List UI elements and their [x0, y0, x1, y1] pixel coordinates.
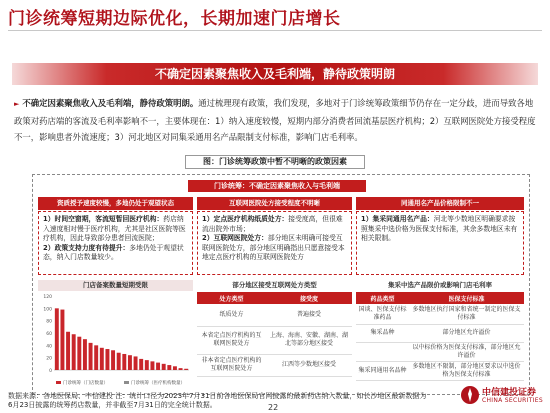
column-1-box [38, 211, 193, 275]
chart-bar [55, 308, 59, 370]
chart-bar [111, 350, 115, 370]
chart-bar [139, 359, 143, 370]
figure-sub-banner: 门诊统筹：不确定因素聚焦收入与毛利端 [188, 180, 366, 192]
chart-bar [179, 368, 183, 370]
col3-item1-title: 1）集采同通用名产品： [361, 215, 434, 223]
table-cell: 集采同通用名品种 [356, 361, 409, 380]
price-table [356, 292, 524, 381]
logo-cn: 中信建投证券 [482, 388, 537, 398]
y-tick-label: 20 [46, 356, 52, 362]
intro-body: 通过梳理现有政策，我们发现，多地对于门诊统筹政策细节仍存在一定分歧，进而导致各地政策对药店端的客流及毛利率影响不一，主要体现在：1）纳入速度较慢，短期内部分消费者回流基层医疗机构；2）互联网医院处方接受程度不一，影响患者外流速度；3）河北地区对同集采通用名产品限制支付标准，影响门店毛利率。 [14, 98, 536, 142]
y-tick-label: 100 [43, 307, 52, 313]
chart-bar [94, 345, 98, 370]
legend-swatch [56, 381, 61, 384]
chart-bar [145, 360, 149, 370]
col2-item1-text: 接受度高，但很难流出院外市场； [202, 215, 343, 233]
intro-lead: 不确定因素聚焦收入及毛利端，静待政策明朗。 [22, 98, 199, 108]
chart-bar [83, 339, 87, 370]
column-1-header: 资质授予速度较慢，多地仍处于观望状态 [38, 197, 193, 210]
logo-mark-icon [460, 385, 480, 405]
legend-label: 门诊统筹（医疗机构数量） [131, 381, 185, 386]
legend-swatch [124, 381, 129, 384]
table-cell: 非本省定点医疗机构的互联网医院处方 [197, 354, 266, 376]
table-cell [356, 342, 409, 361]
chart-bar [128, 355, 132, 370]
chart-bar [77, 337, 81, 370]
column-2-header: 互联网医院处方接受程度不明晰 [197, 197, 352, 210]
chart-bar [167, 365, 171, 370]
intro-paragraph [14, 95, 536, 146]
col3-item1-text: 河北等少数地区明确要求按照集采中选价格为医保支付标准，其余多数地区未有相关限制。 [361, 215, 518, 242]
col2-item1-title: 1）定点医疗机构纸质处方： [202, 215, 289, 223]
legend-label: 门诊统筹（门店数量） [63, 381, 108, 386]
prescription-table-title: 部分地区接受互联网处方类型 [232, 281, 317, 289]
table-row [356, 304, 524, 324]
table-row [197, 326, 352, 354]
chart-bar [100, 348, 104, 370]
table-cell: 集采品种 [356, 324, 409, 342]
prescription-table [197, 292, 352, 377]
chart-bar [89, 343, 93, 370]
chart-bar [134, 356, 138, 370]
source-footnote: 数据来源：各地医保局、中信建投 注：统计口径为2023年7月31日前各地医保局官网披露的最新药店纳入数量，如长沙地区最新数据为6月23日披露的统筹药店数量，并非截至7月31日的完全统计数据。 [8, 392, 427, 409]
col1-item2-text: 多地仍处于观望状态，纳入门店数量较少。 [43, 243, 184, 261]
table-cell: 上海、海南、安徽、湖南、湖北等部分地区接受 [266, 326, 352, 354]
chart-bar [72, 334, 76, 370]
y-tick-label: 60 [46, 332, 52, 337]
price-header-standard: 医保支付标准 [409, 292, 524, 304]
column-3-box [356, 211, 524, 275]
chart-bar [173, 366, 177, 370]
y-tick-label: 0 [49, 369, 52, 374]
price-table-title: 集采中选产品限价或影响门店毛利率 [388, 281, 492, 289]
column-2-box [197, 211, 352, 275]
chart-bar [122, 354, 126, 370]
table-row [356, 342, 524, 361]
table-row [356, 361, 524, 380]
col2-item2-title: 2）互联网医院处方： [202, 234, 268, 242]
bar-chart [38, 292, 193, 390]
col1-item1-text: 药店纳入速度相对慢于医疗机构，尤其是社区医院等医疗机构，因此导致部分患者回流医院； [43, 215, 186, 242]
price-header-type: 药品类型 [356, 292, 409, 304]
table-row [197, 354, 352, 376]
y-tick-label: 120 [43, 295, 52, 300]
table-row [356, 324, 524, 342]
chart-title: 门店备案数量短期受限 [38, 280, 193, 291]
logo-en: CHINA SECURITIES [482, 397, 543, 404]
rx-header-acceptance: 接受度 [266, 292, 352, 304]
table-cell: 江西等少数地区接受 [266, 354, 352, 376]
page-title: 门诊统筹短期边际优化，长期加速门店增长 [8, 9, 341, 29]
company-logo [460, 383, 546, 409]
chart-bar [105, 349, 109, 370]
col1-item2-title: 2）政策支持力度有待提升： [43, 243, 130, 252]
section-banner: 不确定因素聚焦收入及毛利端，静待政策明朗 [12, 63, 538, 85]
chart-bar [117, 353, 121, 370]
col1-item1-title: 1）时间空窗期，客流短暂回医疗机构： [43, 215, 164, 223]
table-cell: 纸质处方 [197, 304, 266, 326]
chart-bar [150, 361, 154, 370]
chart-bar [66, 332, 70, 370]
y-tick-label: 40 [46, 344, 52, 350]
table-cell: 普遍接受 [266, 304, 352, 326]
table-cell: 多数地区执行国家和省统一制定的医保支付标准 [409, 304, 524, 324]
bullet-icon: ► [14, 100, 20, 108]
chart-bar [184, 369, 188, 370]
title-divider [8, 30, 542, 31]
column-3-header: 同通用名产品价格限制不一 [356, 197, 524, 210]
figure-title: 图：门诊统筹政策中暂不明晰的政策因素 [185, 155, 365, 169]
chart-bar [60, 310, 64, 370]
table-cell: 本省定点医疗机构的互联网医院处方 [197, 326, 266, 354]
table-cell: 以中标价格为医保支付标准，部分地区允许溢价 [409, 342, 524, 361]
chart-bar [156, 363, 160, 370]
y-tick-label: 80 [46, 319, 52, 325]
chart-bar [162, 364, 166, 370]
table-cell: 国谈、医保支付标准药品 [356, 304, 409, 324]
page-number: 22 [268, 403, 279, 412]
col2-item2-text: 部分地区未明确可接受互联网医院处方，部分地区明确指出只愿意接受本地定点医疗机构的互联网医院处方 [202, 234, 345, 261]
table-cell: 多数地区不限制，部分地区要求以中选价格为医保支付标准 [409, 361, 524, 380]
rx-header-type: 处方类型 [197, 292, 266, 304]
table-row [197, 304, 352, 326]
table-cell: 部分地区允许溢价 [409, 324, 524, 342]
